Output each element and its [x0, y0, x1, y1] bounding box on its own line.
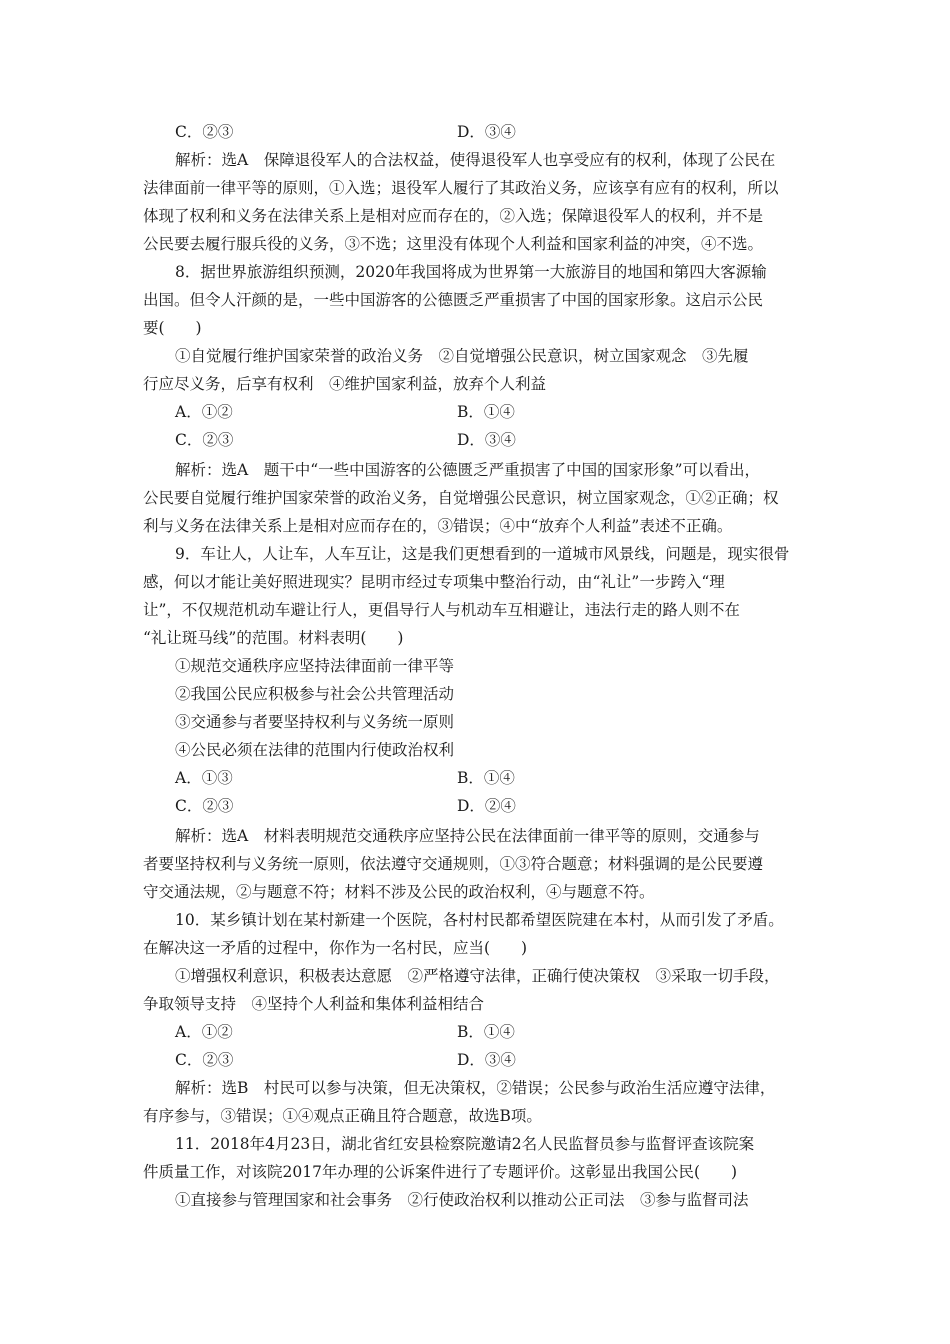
- q7-option-c: C．②③: [175, 123, 234, 141]
- q10-option-d: D．③④: [457, 1051, 516, 1069]
- q7-analysis-line: 解析：选A 保障退役军人的合法权益，使得退役军人也享受应有的权利，体现了公民在: [175, 151, 776, 169]
- q11-items-line: ①直接参与管理国家和社会事务 ②行使政治权利以推动公正司法 ③参与监督司法: [175, 1191, 749, 1209]
- q8-stem-line: 出国。但令人汗颜的是，一些中国游客的公德匮乏严重损害了中国的国家形象。这启示公民: [143, 291, 764, 309]
- q9-stem-line: 让”，不仅规范机动车避让行人，更倡导行人与机动车互相避让，违法行走的路人则不在: [143, 601, 740, 619]
- q10-analysis-line: 有序参与，③错误；①④观点正确且符合题意，故选B项。: [143, 1107, 542, 1125]
- q9-option-a: A．①③: [175, 769, 233, 787]
- q8-items-line: 行应尽义务，后享有权利 ④维护国家利益，放弃个人利益: [143, 375, 547, 393]
- q9-analysis-line: 守交通法规，②与题意不符；材料不涉及公民的政治权利，④与题意不符。: [143, 883, 655, 901]
- q9-item: ①规范交通秩序应坚持法律面前一律平等: [175, 657, 455, 675]
- q9-item: ④公民必须在法律的范围内行使政治权利: [175, 741, 455, 759]
- q9-option-c: C．②③: [175, 797, 234, 815]
- q8-stem-line: 要( ): [143, 319, 202, 337]
- q8-option-b: B．①④: [457, 403, 515, 421]
- q8-analysis-line: 利与义务在法律关系上是相对应而存在的，③错误；④中“放弃个人利益”表述不正确。: [143, 517, 733, 535]
- q9-option-d: D．②④: [457, 797, 516, 815]
- q9-analysis-line: 解析：选A 材料表明规范交通秩序应坚持公民在法律面前一律平等的原则，交通参与: [175, 827, 760, 845]
- q8-option-a: A．①②: [175, 403, 233, 421]
- q8-option-d: D．③④: [457, 431, 516, 449]
- q10-stem-line: 10．某乡镇计划在某村新建一个医院，各村村民都希望医院建在本村，从而引发了矛盾。: [175, 911, 784, 929]
- q9-stem-line: 感，何以才能让美好照进现实？昆明市经过专项集中整治行动，由“礼让”一步跨入“理: [143, 573, 725, 591]
- q8-items-line: ①自觉履行维护国家荣誉的政治义务 ②自觉增强公民意识，树立国家观念 ③先履: [175, 347, 749, 365]
- q9-option-b: B．①④: [457, 769, 515, 787]
- q10-option-c: C．②③: [175, 1051, 234, 1069]
- q9-item: ③交通参与者要坚持权利与义务统一原则: [175, 713, 455, 731]
- q11-stem-line: 11．2018年4月23日，湖北省红安县检察院邀请2名人民监督员参与监督评查该院案: [175, 1135, 755, 1153]
- q7-analysis-line: 公民要去履行服兵役的义务，③不选；这里没有体现个人利益和国家利益的冲突，④不选。: [143, 235, 764, 253]
- q8-stem-line: 8．据世界旅游组织预测，2020年我国将成为世界第一大旅游目的地国和第四大客源输: [175, 263, 767, 281]
- q9-analysis-line: 者要坚持权利与义务统一原则，依法遵守交通规则，①③符合题意；材料强调的是公民要遵: [143, 855, 764, 873]
- q8-option-c: C．②③: [175, 431, 234, 449]
- q7-analysis-line: 法律面前一律平等的原则，①入选；退役军人履行了其政治义务，应该享有应有的权利，所以: [143, 179, 779, 197]
- q10-option-a: A．①②: [175, 1023, 233, 1041]
- q8-analysis-line: 公民要自觉履行维护国家荣誉的政治义务，自觉增强公民意识，树立国家观念，①②正确；权: [143, 489, 779, 507]
- q10-items-line: 争取领导支持 ④坚持个人利益和集体利益相结合: [143, 995, 485, 1013]
- q11-stem-line: 件质量工作，对该院2017年办理的公诉案件进行了专题评价。这彰显出我国公民( ): [143, 1163, 738, 1181]
- q9-stem-line: “礼让斑马线”的范围。材料表明( ): [143, 629, 404, 647]
- q9-stem-line: 9．车让人，人让车，人车互让，这是我们更想看到的一道城市风景线，问题是，现实很骨: [175, 545, 790, 563]
- q10-analysis-line: 解析：选B 村民可以参与决策，但无决策权，②错误；公民参与政治生活应遵守法律，: [175, 1079, 776, 1097]
- q10-option-b: B．①④: [457, 1023, 515, 1041]
- q7-option-d: D．③④: [457, 123, 516, 141]
- q10-stem-line: 在解决这一矛盾的过程中，你作为一名村民，应当( ): [143, 939, 528, 957]
- q7-analysis-line: 体现了权利和义务在法律关系上是相对应而存在的，②入选；保障退役军人的权利，并不是: [143, 207, 764, 225]
- q9-item: ②我国公民应积极参与社会公共管理活动: [175, 685, 455, 703]
- q8-analysis-line: 解析：选A 题干中“一些中国游客的公德匮乏严重损害了中国的国家形象”可以看出，: [175, 461, 761, 479]
- q10-items-line: ①增强权利意识，积极表达意愿 ②严格遵守法律，正确行使决策权 ③采取一切手段，: [175, 967, 780, 985]
